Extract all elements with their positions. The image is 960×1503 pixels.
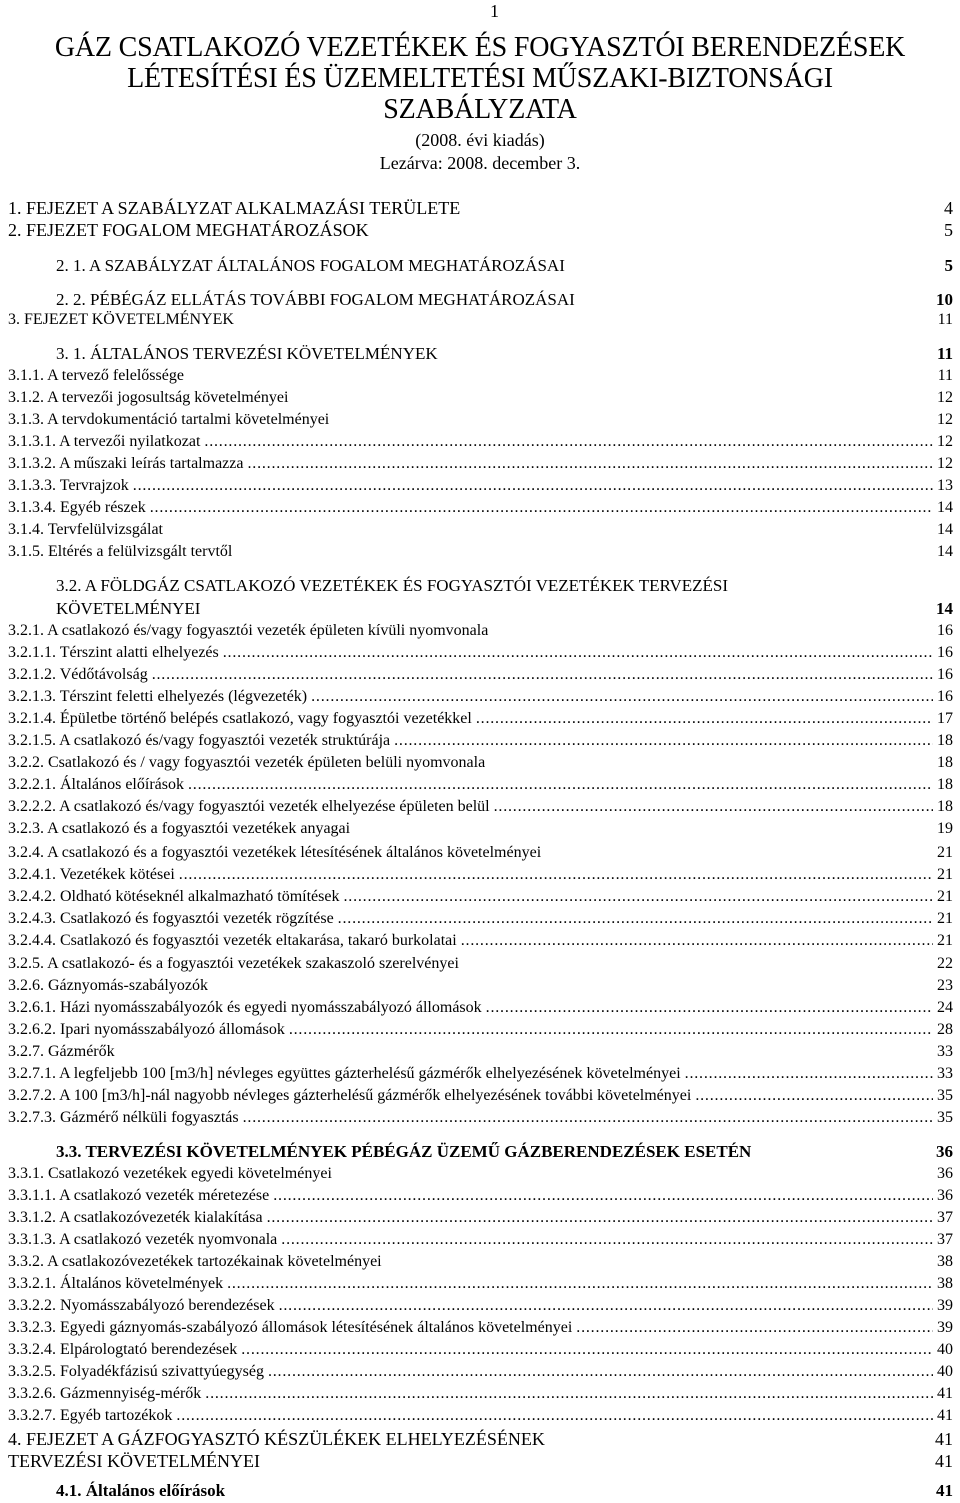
- toc-entry-page: 14: [937, 543, 953, 560]
- toc-entry-text: 3.1.3.3. Tervrajzok: [8, 477, 129, 494]
- toc-entry-text: 3.2.1.2. Védőtávolság: [8, 666, 148, 683]
- toc-entry-page: 12: [937, 411, 953, 428]
- toc-entry-text: 3.2.6.2. Ipari nyomásszabályozó állomások: [8, 1021, 285, 1038]
- toc-entry[interactable]: [8, 1185, 953, 1207]
- toc-entry[interactable]: [8, 930, 953, 952]
- toc-entry-page: 24: [937, 999, 953, 1016]
- toc-entry-text: 3.2.7. Gázmérők: [8, 1043, 115, 1060]
- toc-entry-text: 3.3. TERVEZÉSI KÖVETELMÉNYEK PÉBÉGÁZ ÜZEMŰ GÁZBERENDEZÉSEK ESETÉN: [56, 1142, 752, 1161]
- toc-entry-page: 5: [944, 256, 953, 275]
- toc-entry-text: 3.3.2.2. Nyomásszabályozó berendezések: [8, 1297, 275, 1314]
- toc-entry[interactable]: [8, 1085, 953, 1107]
- toc-entry[interactable]: [8, 519, 953, 541]
- toc-entry-text: 3.1.3.2. A műszaki leírás tartalmazza: [8, 455, 244, 472]
- toc-entry-page: 35: [937, 1109, 953, 1126]
- toc-entry-text: 3.2.6.1. Házi nyomásszabályozók és egyedi nyomásszabályozó állomások: [8, 999, 482, 1016]
- toc-entry-page: 28: [937, 1021, 953, 1038]
- toc-entry-text: 3.2. A FÖLDGÁZ CSATLAKOZÓ VEZETÉKEK ÉS FOGYASZTÓI VEZETÉKEK TERVEZÉSI: [56, 576, 728, 595]
- toc-entry-page: 11: [937, 311, 953, 328]
- toc-entry-text: 3.1.4. Tervfelülvizsgálat: [8, 521, 163, 538]
- toc-entry[interactable]: [8, 1339, 953, 1361]
- toc-entry-text: 3.2.4.3. Csatlakozó és fogyasztói vezeték rögzítése: [8, 910, 334, 927]
- toc-entry-text: 3.2.3. A csatlakozó és a fogyasztói vezetékek anyagai: [8, 820, 351, 837]
- toc-entry[interactable]: [8, 1405, 953, 1427]
- toc-entry[interactable]: [8, 953, 953, 975]
- toc-entry-text: 3.2.2.2. A csatlakozó és/vagy fogyasztói vezeték elhelyezése épületen belül: [8, 798, 490, 815]
- toc-entry-page: 12: [937, 455, 953, 472]
- toc-entry-text: 3.1.3. A tervdokumentáció tartalmi követelményei: [8, 411, 330, 428]
- toc-entry-text: 3.3.1.3. A csatlakozó vezeték nyomvonala: [8, 1231, 278, 1248]
- toc-entry[interactable]: [8, 774, 953, 796]
- toc-entry[interactable]: [8, 1107, 953, 1129]
- toc-entry-page: 11: [937, 367, 953, 384]
- toc-entry-page: 21: [937, 910, 953, 927]
- toc-entry-text: 3.3.2.1. Általános követelmények: [8, 1275, 224, 1292]
- toc-entry-text: 3.2.2. Csatlakozó és / vagy fogyasztói vezeték épületen belüli nyomvonala: [8, 754, 486, 771]
- toc-entry[interactable]: [8, 365, 953, 387]
- toc-entry-text: 3.3.1.2. A csatlakozóvezeték kialakítása: [8, 1209, 263, 1226]
- page-number: 1: [490, 1, 499, 21]
- toc-entry-text: 3.3.2.3. Egyedi gáznyomás-szabályozó állomások létesítésének általános követelményei: [8, 1319, 573, 1336]
- toc-entry[interactable]: [8, 431, 953, 453]
- toc-entry-text: 3.2.4.4. Csatlakozó és fogyasztói vezeték eltakarása, takaró burkolatai: [8, 932, 457, 949]
- toc-entry-text: 3.2.4.2. Oldható kötéseknél alkalmazható tömítések: [8, 888, 340, 905]
- toc-entry[interactable]: [56, 343, 953, 365]
- toc-entry-page: 38: [937, 1275, 953, 1292]
- edition-note: (2008. évi kiadás): [415, 130, 545, 150]
- toc-entry-text: 3.2.6. Gáznyomás-szabályozók: [8, 977, 208, 994]
- toc-entry[interactable]: [8, 730, 953, 752]
- toc-entry-page: 12: [937, 389, 953, 406]
- toc-entry[interactable]: [8, 387, 953, 409]
- toc-entry-page: 41: [935, 1429, 953, 1449]
- toc-entry-page: 33: [937, 1065, 953, 1082]
- toc-entry[interactable]: [8, 752, 953, 774]
- toc-entry-text: 3.2.1. A csatlakozó és/vagy fogyasztói vezeték épületen kívüli nyomvonala: [8, 622, 489, 639]
- toc-entry[interactable]: [8, 1163, 953, 1185]
- toc-entry-page: 38: [937, 1253, 953, 1270]
- toc-entry-page: 40: [937, 1341, 953, 1358]
- toc-entry-page: 11: [936, 344, 953, 363]
- toc-entry[interactable]: [8, 453, 953, 475]
- toc-entry[interactable]: [56, 255, 953, 277]
- title-line-3: SZABÁLYZATA: [383, 94, 577, 125]
- toc-entry[interactable]: [8, 908, 953, 930]
- toc-entry-text: 2. 1. A SZABÁLYZAT ÁLTALÁNOS FOGALOM MEGHATÁROZÁSAI: [56, 256, 565, 275]
- toc-entry[interactable]: [8, 642, 953, 664]
- toc-entry[interactable]: [8, 620, 953, 642]
- toc-entry[interactable]: [8, 1428, 953, 1450]
- toc-entry-page: 18: [937, 798, 953, 815]
- toc-entry-page: 4: [944, 198, 953, 218]
- toc-entry-text: 3.1.1. A tervező felelőssége: [8, 367, 184, 384]
- toc-entry-text: 3.1.5. Eltérés a felülvizsgált tervtől: [8, 543, 233, 560]
- toc-entry-page: 17: [937, 710, 953, 727]
- toc-entry-page: 41: [937, 1385, 953, 1402]
- toc-entry-text: 3. 1. ÁLTALÁNOS TERVEZÉSI KÖVETELMÉNYEK: [56, 344, 438, 363]
- toc-entry-page: 16: [937, 622, 953, 639]
- toc-entry-page: 14: [937, 521, 953, 538]
- toc-entry-text: 3.1.3.4. Egyéb részek: [8, 499, 146, 516]
- toc-entry-page: 5: [944, 220, 953, 240]
- toc-entry[interactable]: [8, 664, 953, 686]
- toc-entry[interactable]: [56, 598, 953, 620]
- toc-entry-page: 16: [937, 688, 953, 705]
- toc-entry-text: 3.2.1.4. Épületbe történő belépés csatlakozó, vagy fogyasztói vezetékkel: [8, 710, 472, 727]
- toc-entry[interactable]: [8, 708, 953, 730]
- toc-entry-text: 3.3.2. A csatlakozóvezetékek tartozékainak követelményei: [8, 1253, 382, 1270]
- toc-entry-page: 23: [937, 977, 953, 994]
- toc-entry[interactable]: [8, 309, 953, 331]
- toc-entry-text: 3.3.1.1. A csatlakozó vezeték méretezése: [8, 1187, 270, 1204]
- toc-entry-text: TERVEZÉSI KÖVETELMÉNYEI: [8, 1451, 261, 1471]
- toc-entry-page: 22: [937, 955, 953, 972]
- title-line-2: LÉTESÍTÉSI ÉS ÜZEMELTETÉSI MŰSZAKI-BIZTONSÁGI: [127, 63, 833, 94]
- toc-entry[interactable]: [8, 1251, 953, 1273]
- toc-entry[interactable]: [8, 842, 953, 864]
- toc-entry[interactable]: [56, 289, 953, 311]
- toc-entry-page: 39: [937, 1319, 953, 1336]
- toc-entry[interactable]: [8, 1317, 953, 1339]
- toc-entry-page: 14: [937, 499, 953, 516]
- toc-entry-text: 3.2.4. A csatlakozó és a fogyasztói vezetékek létesítésének általános követelményei: [8, 844, 542, 861]
- toc-entry[interactable]: [8, 1450, 953, 1472]
- toc-entry[interactable]: [8, 975, 953, 997]
- toc-entry-page: 33: [937, 1043, 953, 1060]
- toc-entry[interactable]: [8, 1063, 953, 1085]
- toc-entry[interactable]: [8, 864, 953, 886]
- toc-entry-text: 4.1. Általános előírások: [56, 1481, 226, 1500]
- toc-entry-page: 21: [937, 844, 953, 861]
- toc-entry[interactable]: [8, 686, 953, 708]
- toc-entry-text: 3.2.7.1. A legfeljebb 100 [m3/h] névleges együttes gázterhelésű gázmérők elhelyezésének követelményei: [8, 1065, 681, 1082]
- toc-entry-text: 3.2.5. A csatlakozó- és a fogyasztói vezetékek szakaszoló szerelvényei: [8, 955, 459, 972]
- toc-entry[interactable]: [8, 497, 953, 519]
- toc-entry-text: 3. FEJEZET KÖVETELMÉNYEK: [8, 311, 234, 328]
- toc-entry-text: KÖVETELMÉNYEI: [56, 599, 201, 618]
- toc-entry-page: 21: [937, 932, 953, 949]
- toc-entry-text: 3.2.7.2. A 100 [m3/h]-nál nagyobb névleges gázterhelésű gázmérők elhelyezésének további követelményei: [8, 1087, 692, 1104]
- toc-entry-page: 41: [936, 1481, 953, 1500]
- toc-entry-text: 2. 2. PÉBÉGÁZ ELLÁTÁS TOVÁBBI FOGALOM MEGHATÁROZÁSAI: [56, 290, 575, 309]
- toc-entry-page: 16: [937, 644, 953, 661]
- toc-entry[interactable]: [56, 1480, 953, 1502]
- toc-entry[interactable]: [8, 1273, 953, 1295]
- toc-entry[interactable]: [56, 575, 953, 597]
- toc-entry-page: 37: [937, 1209, 953, 1226]
- toc-entry-page: 36: [936, 1142, 953, 1161]
- toc-entry[interactable]: [8, 1383, 953, 1405]
- toc-entry-page: 19: [937, 820, 953, 837]
- toc-entry-text: 3.1.3.1. A tervezői nyilatkozat: [8, 433, 201, 450]
- toc-entry[interactable]: [8, 475, 953, 497]
- toc-entry-text: 3.2.7.3. Gázmérő nélküli fogyasztás: [8, 1109, 239, 1126]
- toc-entry-page: 14: [936, 599, 953, 618]
- toc-entry-page: 16: [937, 666, 953, 683]
- toc-entry-page: 35: [937, 1087, 953, 1104]
- closing-date: Lezárva: 2008. december 3.: [379, 153, 581, 173]
- toc-entry[interactable]: [8, 886, 953, 908]
- toc-entry-page: 36: [937, 1187, 953, 1204]
- toc-entry-text: 3.2.1.3. Térszint feletti elhelyezés (légvezeték): [8, 688, 308, 705]
- toc-entry-text: 3.3.1. Csatlakozó vezetékek egyedi követelményei: [8, 1165, 332, 1182]
- toc-entry-text: 1. FEJEZET A SZABÁLYZAT ALKALMAZÁSI TERÜLETE: [8, 198, 461, 218]
- toc-entry-text: 3.3.2.4. Elpárologtató berendezések: [8, 1341, 238, 1358]
- toc-entry-page: 21: [937, 866, 953, 883]
- toc-entry-page: 41: [937, 1407, 953, 1424]
- toc-entry[interactable]: [8, 818, 953, 840]
- toc-entry[interactable]: [8, 1361, 953, 1383]
- toc-entry[interactable]: [8, 796, 953, 818]
- toc-entry-page: 21: [937, 888, 953, 905]
- toc-entry-text: 3.2.1.1. Térszint alatti elhelyezés: [8, 644, 219, 661]
- toc-entry[interactable]: [8, 197, 953, 219]
- toc-entry-page: 37: [937, 1231, 953, 1248]
- toc-entry-text: 3.3.2.7. Egyéb tartozékok: [8, 1407, 173, 1424]
- toc-entry-page: 36: [937, 1165, 953, 1182]
- toc-entry[interactable]: [8, 1295, 953, 1317]
- toc-entry-page: 18: [937, 754, 953, 771]
- toc-entry-page: 40: [937, 1363, 953, 1380]
- toc-entry-page: 18: [937, 732, 953, 749]
- toc-entry-page: 12: [937, 433, 953, 450]
- toc-entry[interactable]: [8, 1229, 953, 1251]
- toc-entry[interactable]: [8, 541, 953, 563]
- toc-entry[interactable]: [8, 997, 953, 1019]
- toc-entry-text: 3.3.2.5. Folyadékfázisú szivattyúegység: [8, 1363, 264, 1380]
- toc-entry-page: 13: [937, 477, 953, 494]
- toc-entry[interactable]: [8, 1019, 953, 1041]
- toc-entry[interactable]: [8, 409, 953, 431]
- toc-entry-page: 10: [936, 290, 953, 309]
- toc-entry-text: 3.1.2. A tervezői jogosultság követelményei: [8, 389, 289, 406]
- toc-entry-page: 41: [935, 1451, 953, 1471]
- toc-entry[interactable]: [8, 1207, 953, 1229]
- toc-entry-text: 3.3.2.6. Gázmennyiség-mérők: [8, 1385, 202, 1402]
- toc-entry-text: 4. FEJEZET A GÁZFOGYASZTÓ KÉSZÜLÉKEK ELHELYEZÉSÉNEK: [8, 1429, 545, 1449]
- toc-entry-page: 18: [937, 776, 953, 793]
- toc-entry-text: 3.2.1.5. A csatlakozó és/vagy fogyasztói vezeték struktúrája: [8, 732, 391, 749]
- toc-entry[interactable]: [8, 219, 953, 241]
- toc-entry[interactable]: [8, 1041, 953, 1063]
- toc-entry-text: 3.2.2.1. Általános előírások: [8, 776, 184, 793]
- toc-entry-text: 3.2.4.1. Vezetékek kötései: [8, 866, 175, 883]
- toc-entry[interactable]: [56, 1141, 953, 1163]
- toc-entry-page: 39: [937, 1297, 953, 1314]
- title-line-1: GÁZ CSATLAKOZÓ VEZETÉKEK ÉS FOGYASZTÓI BERENDEZÉSEK: [54, 32, 906, 63]
- toc-entry-text: 2. FEJEZET FOGALOM MEGHATÁROZÁSOK: [8, 220, 369, 240]
